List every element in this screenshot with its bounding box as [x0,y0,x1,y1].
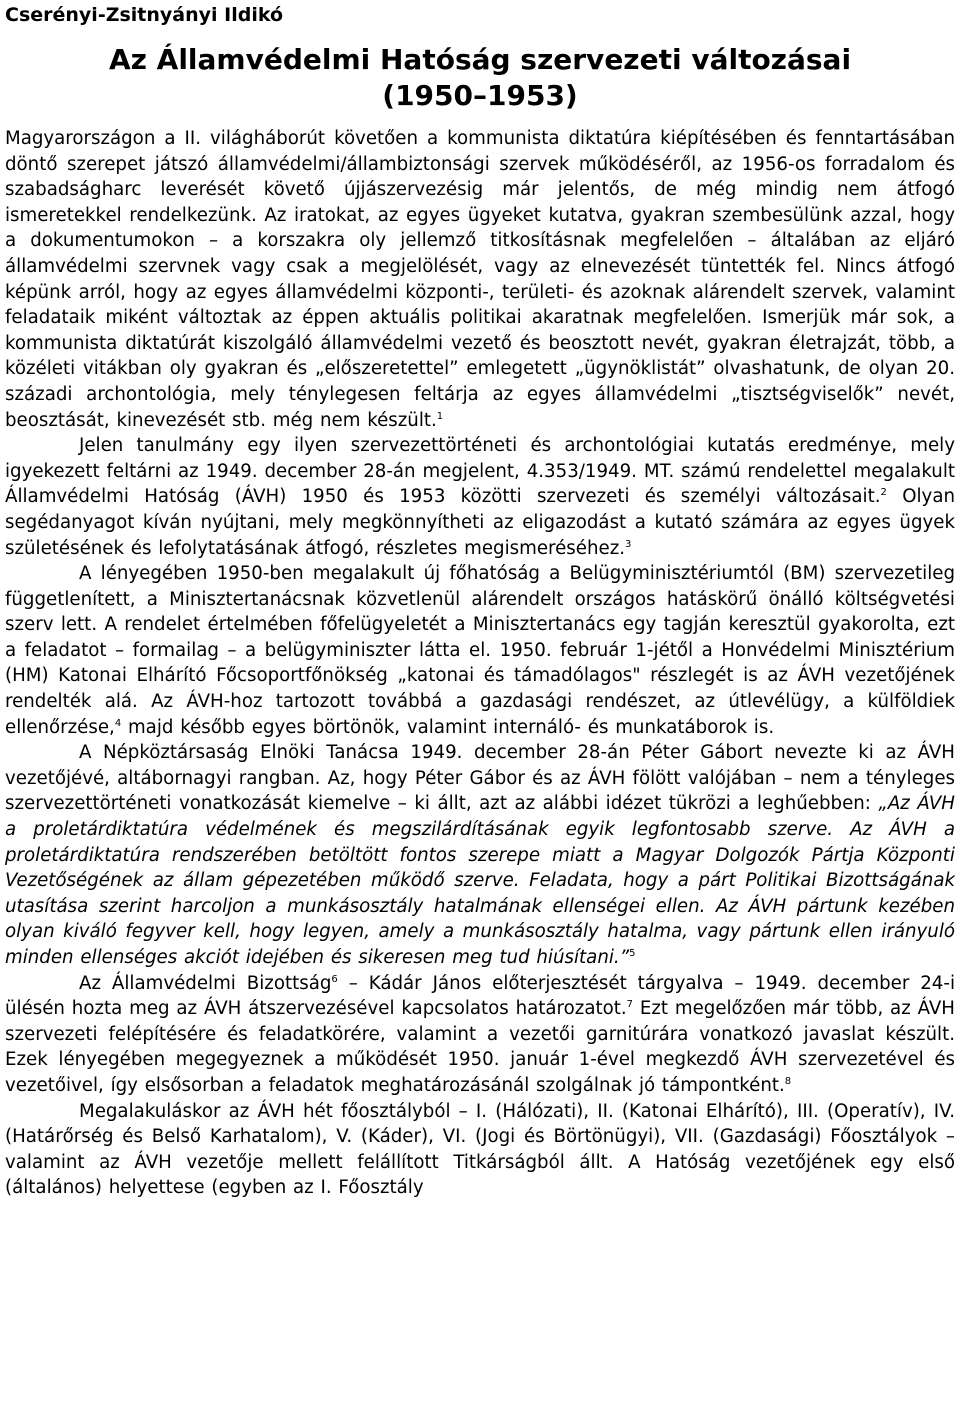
text-run: Magyarországon a II. világháborút követően a kommunista diktatúra kiépítésében és fenntartásában döntő szerepet játszó államvédelmi/állambiztonsági szervek működéséről, az 1956-os forradalom és szabadságharc leverését követő újjászervezésig már jelentős, de még mindig nem átfogó ismeretekkel rendelkezünk. Az iratokat, az egyes ügyeket kutatva, gyakran szembesülünk azzal, hogy a dokumentumokon – a korszakra oly jellemző titkosításnak megfelelően – általában az eljáró államvédelmi szervnek vagy csak a megjelölését, vagy az elnevezését tüntették fel. Nincs átfogó képünk arról, hogy az egyes államvédelmi központi-, területi- és azoknak alárendelt szervek, valamint feladataik miként változtak az éppen aktuális politikai akaratnak megfelelően. Ismerjük már sok, a kommunista diktatúrát kiszolgáló államvédelmi vezető és beosztott nevét, gyakran életrajzát, több, a közéleti vitákban oly gyakran és „előszeretettel” emlegetett „ügynöklistát” olvashatunk, de olyan 20. századi archontológia, mely ténylegesen feltárja az egyes államvédelmi „tisztségviselők” nevét, beosztását, kinevezését stb. még nem készült. [5,128,955,431]
footnote-ref[interactable]: 1 [436,410,444,422]
text-run: Megalakuláskor az ÁVH hét főosztályból – I. (Hálózati), II. (Katonai Elhárító), III. (Operatív), IV. (Határőrség és Belső Karhatalom), V. (Káder), VI. (Jogi és Börtönügyi), VII. (Gazdasági) Főosztályok – valamint az ÁVH vezetője mellett felállított Titkárságból állt. A Hatóság vezetőjének egy első (általános) helyettese (egyben az I. Főosztály [5,1100,955,1199]
text-run: Ezt megelőzően már több, az ÁVH szervezeti felépítésére és feladatkörére, valamint a vezetői garnitúrára vonatkozó javaslat készült. Ezek lényegében megegyeznek a működését 1950. január 1-ével megkezdő ÁVH szervezetével és vezetőivel, így elsősorban a feladatok meghatározásánál szolgálnak jó támpontként. [5,998,955,1096]
page-title [5,42,955,114]
text-run: A lényegében 1950-ben megalakult új főhatóság a Belügyminisztériumtól (BM) szervezetileg függetlenített, a Minisztertanácsnak közvetlenül alárendelt országos hatáskörű önálló költségvetési szerv lett. A rendelet értelmében főfelügyeletét a Minisztertanács egy tagján keresztül gyakorolta, ezt a feladatot – formailag – a belügyminiszter látta el. 1950. február 1-jétől a Honvédelmi Minisztérium (HM) Katonai Elhárító Főcsoportfőnökség „katonai és támadólagos" részlegét is az ÁVH vezetőjének rendelték alá. Az ÁVH-hoz tartozott továbbá a gazdasági rendészet, az útlevélügy, a külföldiek ellenőrzése, [5,563,955,738]
author-name: Cserényi-Zsitnyányi Ildikó [5,4,284,26]
title-line-2: (1950–1953) [382,79,578,112]
paragraph [5,1099,955,1201]
footnote-ref[interactable]: 4 [114,717,122,729]
footnote-ref[interactable]: 5 [629,947,636,959]
footnote-ref[interactable]: 7 [626,999,634,1011]
text-run: – Kádár János előterjesztését tárgyalva – 1949. december 24-i ülésén hozta meg az ÁVH átszervezésével kapcsolatos határozatot. [5,972,955,1020]
footnote-ref[interactable]: 6 [331,973,338,985]
text-run: Az Államvédelmi Bizottság [79,972,332,994]
footnote-ref[interactable]: 8 [784,1075,792,1087]
text-run: majd később egyes börtönök, valamint internáló- és munkatáborok is. [121,716,775,738]
quote-text: „Az ÁVH a proletárdiktatúra védelmének és megszilárdításának egyik legfontosabb szerve. Az ÁVH a proletárdiktatúra rendszerében betöltött fontos szerepe miatt a Magyar Dolgozók Pártja Központi Vezetőségének az állam gépezetében működő szerve. Feladata, hogy a párt Politikai Bizottságának utasítása szerint harcoljon a munkásosztály hatalmának ellenségei ellen. Az ÁVH pártunk kezében olyan kiváló fegyver kell, hogy legyen, amely a munkásosztály hatalma, vagy pártunk ellen irányuló minden ellenséges akciót idejében és sikeresen meg tud hiúsítani.” [5,793,955,968]
footnote-ref[interactable]: 3 [625,538,632,550]
title-line-1: Az Államvédelmi Hatóság szervezeti változásai [108,43,852,76]
document-page [5,0,955,1201]
text-run: Olyan segédanyagot kíván nyújtani, mely megkönnyítheti az eligazodást a kutató számára az egyes ügyek születésének és lefolytatásának átfogó, részletes megismeréséhez. [5,486,955,559]
paragraph [5,561,955,740]
footnote-ref[interactable]: 2 [880,487,887,499]
paragraph [5,971,955,1099]
text-run: Jelen tanulmány egy ilyen szervezettörténeti és archontológiai kutatás eredménye, mely igyekezett feltárni az 1949. december 28-án megjelent, 4.353/1949. MT. számú rendelettel megalakult Államvédelmi Hatóság (ÁVH) 1950 és 1953 közötti szervezeti és személyi változásait. [5,435,955,508]
paragraph [5,433,955,561]
body-text [5,126,955,1201]
paragraph [5,126,955,433]
paragraph [5,740,955,970]
text-run: A Népköztársaság Elnöki Tanácsa 1949. december 28-án Péter Gábort nevezte ki az ÁVH vezetőjévé, altábornagyi rangban. Az, hogy Péter Gábor és az ÁVH fölött valójában – nem a tényleges szervezettörténeti vonatkozását kiemelve – ki állt, azt az alábbi idézet tükrözi a leghűebben: [5,742,955,815]
